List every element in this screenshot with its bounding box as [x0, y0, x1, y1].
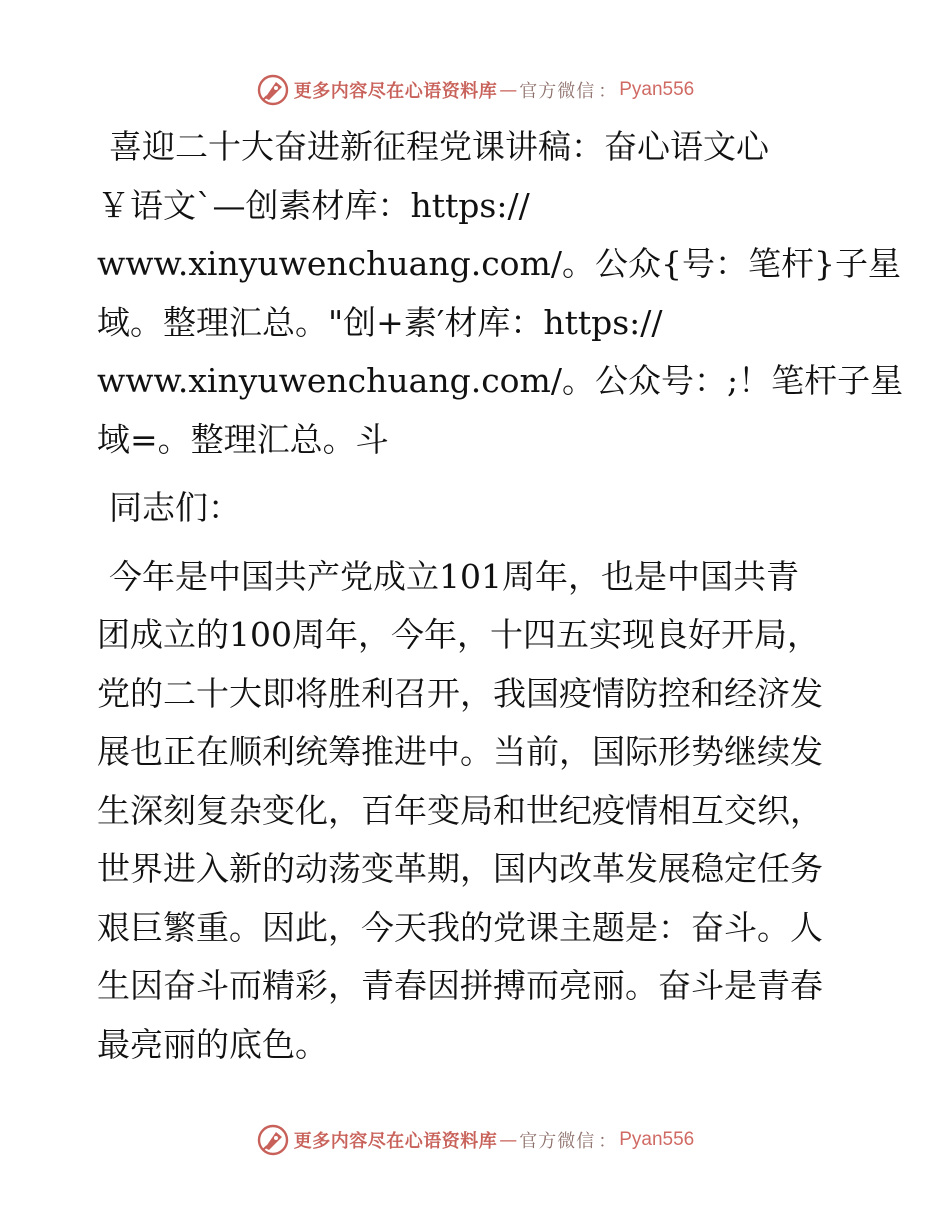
watermark-separator: —: [499, 1129, 518, 1151]
body-line: 团成立的100周年，今年，十四五实现良好开局，: [97, 615, 820, 654]
body-line: 世界进入新的动荡变革期，国内改革发展稳定任务: [97, 849, 823, 888]
intro-paragraph: [97, 118, 904, 469]
body-line: 党的二十大即将胜利召开，我国疫情防控和经济发: [97, 673, 823, 713]
wechat-id: Pyan556: [619, 1129, 695, 1150]
body-line: 今年是中国共产党成立101周年，也是中国共青: [109, 556, 799, 596]
intro-line: www.xinyuwenchuang.com/。公众号：;！笔杆子星: [97, 361, 904, 400]
greeting: 同志们：: [109, 488, 241, 527]
wechat-id: Pyan556: [619, 79, 695, 100]
intro-line: ￥语文`—创素材库：https://: [97, 185, 530, 225]
intro-line: 喜迎二十大奋进新征程党课讲稿：奋心语文心: [109, 127, 769, 166]
wechat-colon: ：: [598, 1131, 617, 1152]
body-line: 展也正在顺利统筹推进中。当前，国际形势继续发: [97, 732, 823, 771]
intro-line: 域=。整理汇总。斗: [97, 419, 389, 459]
body-line: 生深刻复杂变化，百年变局和世纪疫情相互交织，: [97, 790, 823, 830]
pen-nib-logo-icon: [256, 1123, 290, 1157]
pen-nib-logo-icon: [256, 73, 290, 107]
body-line: 艰巨繁重。因此，今天我的党课主题是：奋斗。人: [97, 907, 823, 947]
watermark-separator: —: [499, 79, 518, 101]
watermark-footer: [0, 1120, 950, 1160]
intro-line: 域。整理汇总。"创+素′材库：https://: [97, 302, 663, 342]
body-paragraph: [97, 548, 857, 1075]
wechat-colon: ：: [598, 81, 617, 102]
watermark-text: 更多内容尽在心语资料库: [293, 1131, 498, 1152]
wechat-label: 官方微信: [519, 1131, 596, 1152]
intro-line: www.xinyuwenchuang.com/。公众{号：笔杆}子星: [97, 244, 901, 283]
watermark-header: [0, 70, 950, 110]
watermark-text: 更多内容尽在心语资料库: [293, 81, 498, 102]
greeting-paragraph: [97, 479, 857, 538]
wechat-label: 官方微信: [519, 81, 596, 102]
body-line: 生因奋斗而精彩，青春因拼搏而亮丽。奋斗是青春: [97, 966, 823, 1005]
body-line: 最亮丽的底色。: [97, 1024, 328, 1064]
document-body: [97, 118, 904, 1074]
